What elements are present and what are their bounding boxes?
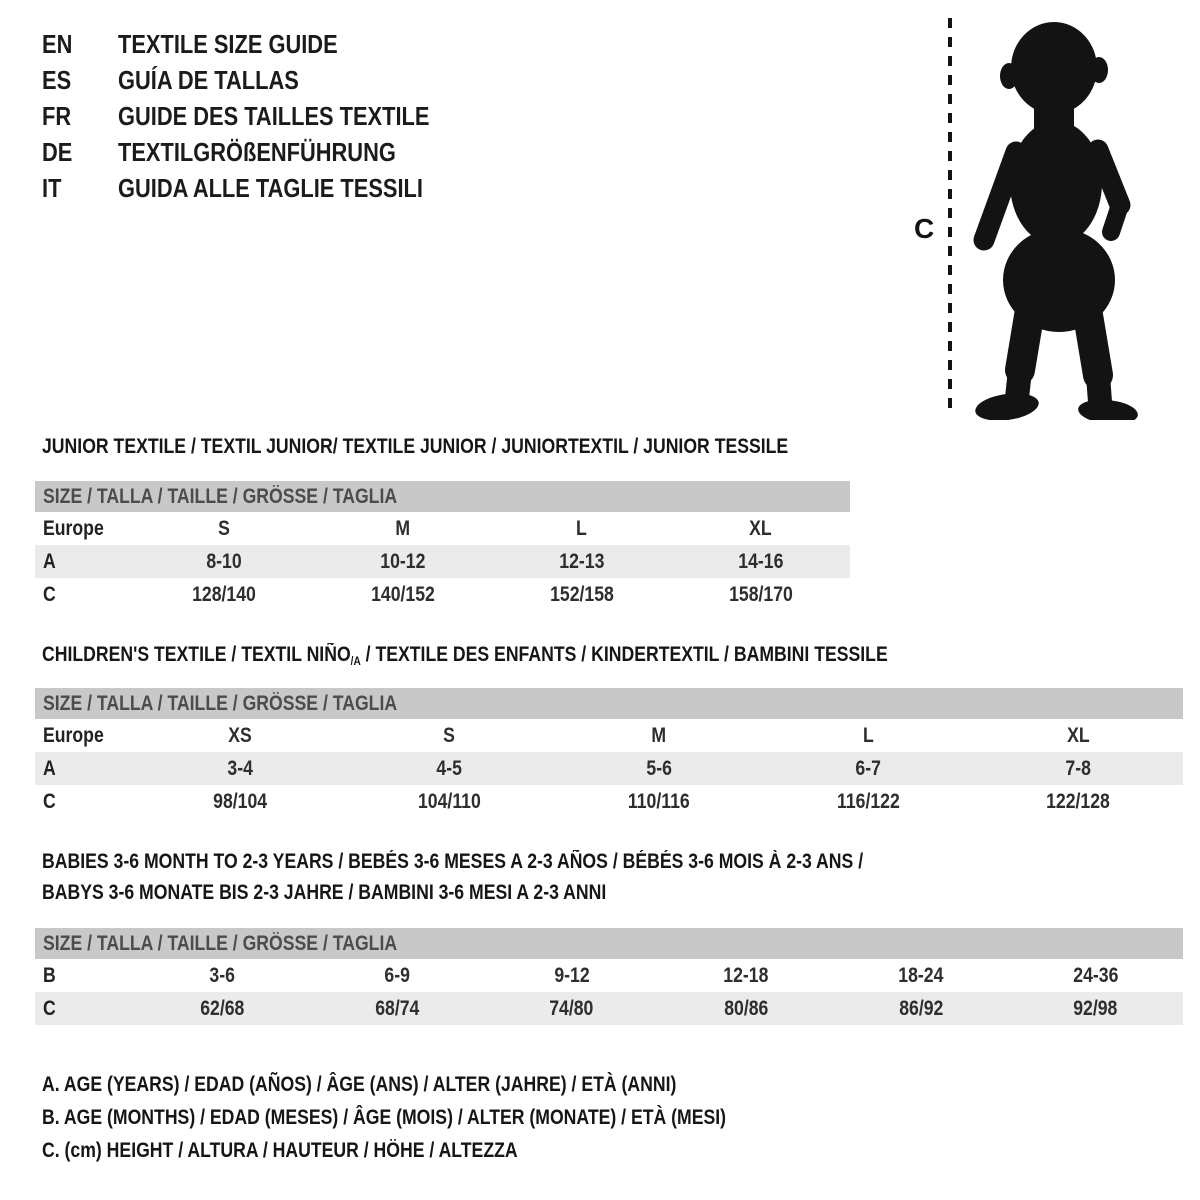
- language-code: ES: [42, 64, 72, 95]
- size-cell: 92/98: [1073, 996, 1118, 1020]
- size-cell: 80/86: [724, 996, 769, 1020]
- size-header-label: SIZE / TALLA / TAILLE / GRÖSSE / TAGLIA: [43, 932, 398, 955]
- size-cell: 8-10: [206, 549, 243, 573]
- size-cell: 3-6: [209, 963, 236, 987]
- row-label: C: [43, 789, 56, 813]
- size-cell: 12-13: [559, 549, 605, 573]
- size-cell: 152/158: [549, 582, 614, 606]
- size-cell: M: [395, 516, 411, 540]
- junior-section-title: JUNIOR TEXTILE / TEXTIL JUNIOR/ TEXTILE JUNIOR / JUNIORTEXTIL / JUNIOR TESSILE: [42, 435, 789, 458]
- height-measure-dashed-line: [948, 18, 952, 416]
- size-cell: 12-18: [723, 963, 769, 987]
- size-cell: L: [576, 516, 588, 540]
- height-figure: [0, 0, 1200, 440]
- height-measure-label: C: [914, 213, 935, 244]
- row-label: Europe: [43, 723, 104, 747]
- babies-section-title: BABIES 3-6 MONTH TO 2-3 YEARS / BEBÉS 3-6 MESES A 2-3 AÑOS / BÉBÉS 3-6 MOIS À 2-3 ANS / BABYS 3-6 MONATE BIS 2-3 JAHRE / BAMBINI 3-6 MESI A 2-3 ANNI: [42, 850, 864, 904]
- size-cell: 9-12: [554, 963, 590, 987]
- table-row: [35, 752, 1183, 785]
- size-cell: 14-16: [738, 549, 784, 573]
- table-row: [35, 719, 1183, 752]
- size-cell: L: [863, 723, 874, 747]
- size-cell: XL: [749, 516, 772, 540]
- row-label: A: [43, 756, 56, 780]
- toddler-silhouette-icon: [962, 20, 1142, 420]
- table-row: [35, 512, 850, 545]
- size-cell: 7-8: [1065, 756, 1091, 780]
- language-code: EN: [42, 28, 73, 59]
- size-cell: XS: [228, 723, 252, 747]
- babies-size-table: [35, 928, 1183, 1025]
- size-cell: 74/80: [549, 996, 594, 1020]
- size-cell: 158/170: [728, 582, 793, 606]
- table-row: [35, 785, 1183, 818]
- size-cell: 6-9: [384, 963, 410, 987]
- legend-notes: [42, 1068, 856, 1167]
- row-label: C: [43, 996, 56, 1020]
- size-cell: 98/104: [212, 789, 267, 813]
- size-cell: 4-5: [436, 756, 463, 780]
- size-cell: 24-36: [1073, 963, 1119, 987]
- note-height-cm: C. (cm) HEIGHT / ALTURA / HAUTEUR / HÖHE / ALTEZZA: [42, 1139, 518, 1162]
- size-cell: 140/152: [371, 582, 436, 606]
- row-label: A: [43, 549, 56, 573]
- nino-a-subscript: /A: [350, 654, 361, 668]
- size-cell: S: [443, 723, 456, 747]
- children-size-table: [35, 688, 1183, 818]
- size-header-bar: [35, 928, 1183, 959]
- size-cell: 10-12: [380, 549, 426, 573]
- children-section-title: CHILDREN'S TEXTILE / TEXTIL NIÑO/A / TEXTILE DES ENFANTS / KINDERTEXTIL / BAMBINI TESSILE: [42, 643, 888, 668]
- table-row: [35, 578, 850, 611]
- guide-title-es: GUÍA DE TALLAS: [118, 64, 299, 95]
- size-cell: XL: [1066, 723, 1090, 747]
- size-cell: 5-6: [646, 756, 672, 780]
- size-cell: 62/68: [200, 996, 245, 1020]
- table-row: [35, 545, 850, 578]
- guide-title-de: TEXTILGRÖßENFÜHRUNG: [118, 136, 396, 167]
- table-row: [35, 959, 1183, 992]
- row-label: C: [43, 582, 56, 606]
- size-cell: 128/140: [192, 582, 257, 606]
- guide-title-fr: GUIDE DES TAILLES TEXTILE: [118, 100, 430, 131]
- size-cell: S: [218, 516, 231, 540]
- note-age-months: B. AGE (MONTHS) / EDAD (MESES) / ÂGE (MOIS) / ALTER (MONATE) / ETÀ (MESI): [42, 1106, 727, 1129]
- table-row: [35, 992, 1183, 1025]
- size-cell: M: [651, 723, 667, 747]
- size-cell: 68/74: [374, 996, 420, 1020]
- size-cell: 116/122: [837, 789, 900, 813]
- row-label: B: [43, 963, 56, 987]
- size-header-bar: [35, 481, 850, 512]
- language-code: IT: [42, 172, 62, 203]
- size-cell: 122/128: [1046, 789, 1111, 813]
- size-cell: 6-7: [855, 756, 882, 780]
- size-cell: 104/110: [417, 789, 481, 813]
- note-age-years: A. AGE (YEARS) / EDAD (AÑOS) / ÂGE (ANS) / ALTER (JAHRE) / ETÀ (ANNI): [42, 1073, 677, 1096]
- size-header-bar: [35, 688, 1183, 719]
- size-header-label: SIZE / TALLA / TAILLE / GRÖSSE / TAGLIA: [43, 692, 398, 715]
- size-cell: 18-24: [898, 963, 944, 987]
- size-cell: 3-4: [227, 756, 253, 780]
- row-label: Europe: [43, 516, 104, 540]
- size-cell: 110/116: [628, 789, 690, 813]
- junior-size-table: [35, 481, 850, 611]
- language-code: DE: [42, 136, 73, 167]
- size-header-label: SIZE / TALLA / TAILLE / GRÖSSE / TAGLIA: [43, 485, 398, 508]
- guide-title-it: GUIDA ALLE TAGLIE TESSILI: [118, 172, 423, 203]
- language-code: FR: [42, 100, 72, 131]
- size-cell: 86/92: [898, 996, 944, 1020]
- guide-title-en: TEXTILE SIZE GUIDE: [118, 28, 338, 59]
